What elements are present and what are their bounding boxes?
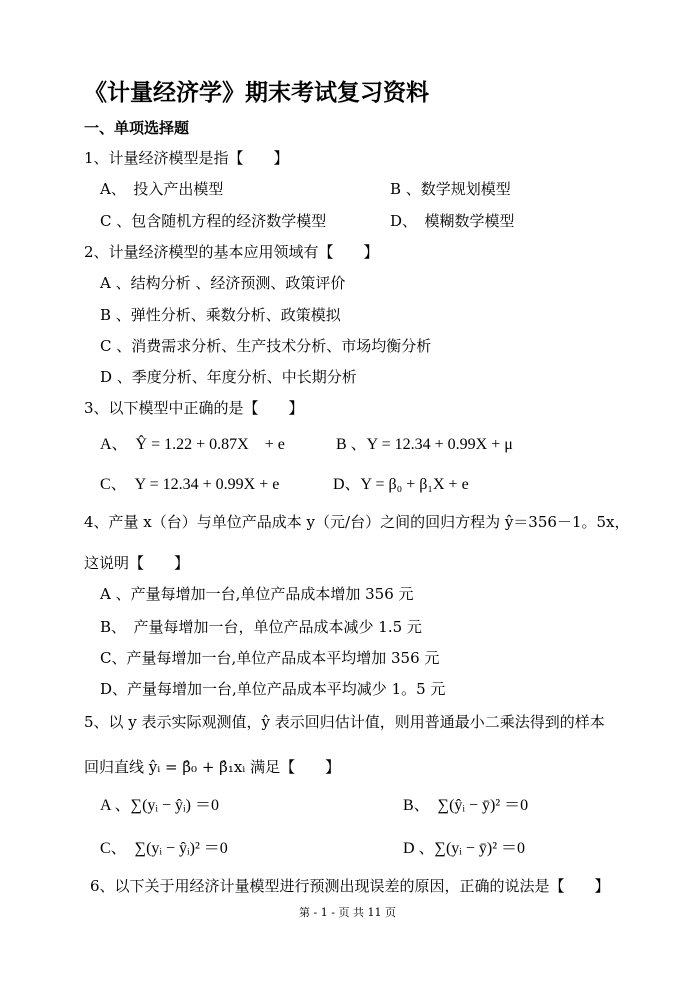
- question-3: 3、以下模型中正确的是【 】: [84, 399, 304, 417]
- question-1: 1、计量经济模型是指【 】: [84, 149, 289, 167]
- q4-option-c: C、产量每增加一台,单位产品成本平均增加 356 元: [100, 649, 440, 667]
- q4-option-b: B、 产量每增加一台，单位产品成本减少 1.5 元: [100, 618, 422, 636]
- question-4-cont: 这说明【 】: [84, 554, 190, 572]
- question-2: 2、计量经济模型的基本应用领域有【 】: [84, 243, 379, 261]
- q5-option-b: B、 ∑(ŷᵢ − ȳ)² ＝0: [403, 797, 529, 814]
- section-heading: 一、单项选择题: [84, 119, 190, 137]
- q1-option-b: B 、数学规划模型: [390, 180, 511, 198]
- q1-option-c: C 、包含随机方程的经济数学模型: [100, 212, 327, 230]
- q2-option-b: B 、弹性分析、乘数分析、政策模拟: [100, 306, 341, 324]
- q5-option-d: D 、∑(yᵢ − ȳ)² ＝0: [403, 840, 526, 857]
- q3-option-a: A、 Ŷ = 1.22 + 0.87X + e: [100, 436, 285, 453]
- q4-option-d: D、产量每增加一台,单位产品成本平均减少 1。5 元: [100, 680, 446, 698]
- q3-option-b: B 、Y = 12.34 + 0.99X + μ: [336, 436, 513, 453]
- q2-option-d: D 、季度分析、年度分析、中长期分析: [100, 368, 357, 386]
- question-5: 5、以 y 表示实际观测值，ŷ 表示回归估计值，则用普通最小二乘法得到的样本: [84, 713, 605, 731]
- q1-option-a: A、 投入产出模型: [100, 180, 224, 198]
- question-6: 6、以下关于用经济计量模型进行预测出现误差的原因，正确的说法是【 】: [90, 877, 610, 895]
- q4-option-a: A 、产量每增加一台,单位产品成本增加 356 元: [100, 585, 414, 603]
- q3-option-d: D、Y = β₀ + β₁X + e: [333, 476, 469, 493]
- q3-option-c: C、 Y = 12.34 + 0.99X + e: [100, 476, 280, 493]
- q1-option-d: D、 模糊数学模型: [390, 212, 515, 230]
- q2-option-a: A 、结构分析 、经济预测、政策评价: [100, 274, 346, 292]
- question-4: 4、产量 x（台）与单位产品成本 y（元/台）之间的回归方程为 ŷ＝356－1。5x，: [84, 513, 630, 531]
- page-title: 《计量经济学》期末考试复习资料: [84, 79, 429, 106]
- q5-option-c: C、 ∑(yᵢ − ŷᵢ)² ＝0: [100, 840, 228, 857]
- q2-option-c: C 、消费需求分析、生产技术分析、市场均衡分析: [100, 337, 432, 355]
- q5-option-a: A 、∑(yᵢ − ŷᵢ) ＝0: [100, 797, 219, 814]
- question-5-cont: 回归直线 ŷᵢ = β̂₀ + β̂₁xᵢ 满足【 】: [84, 758, 341, 776]
- page-footer: 第 - 1 - 页 共 11 页: [299, 906, 396, 919]
